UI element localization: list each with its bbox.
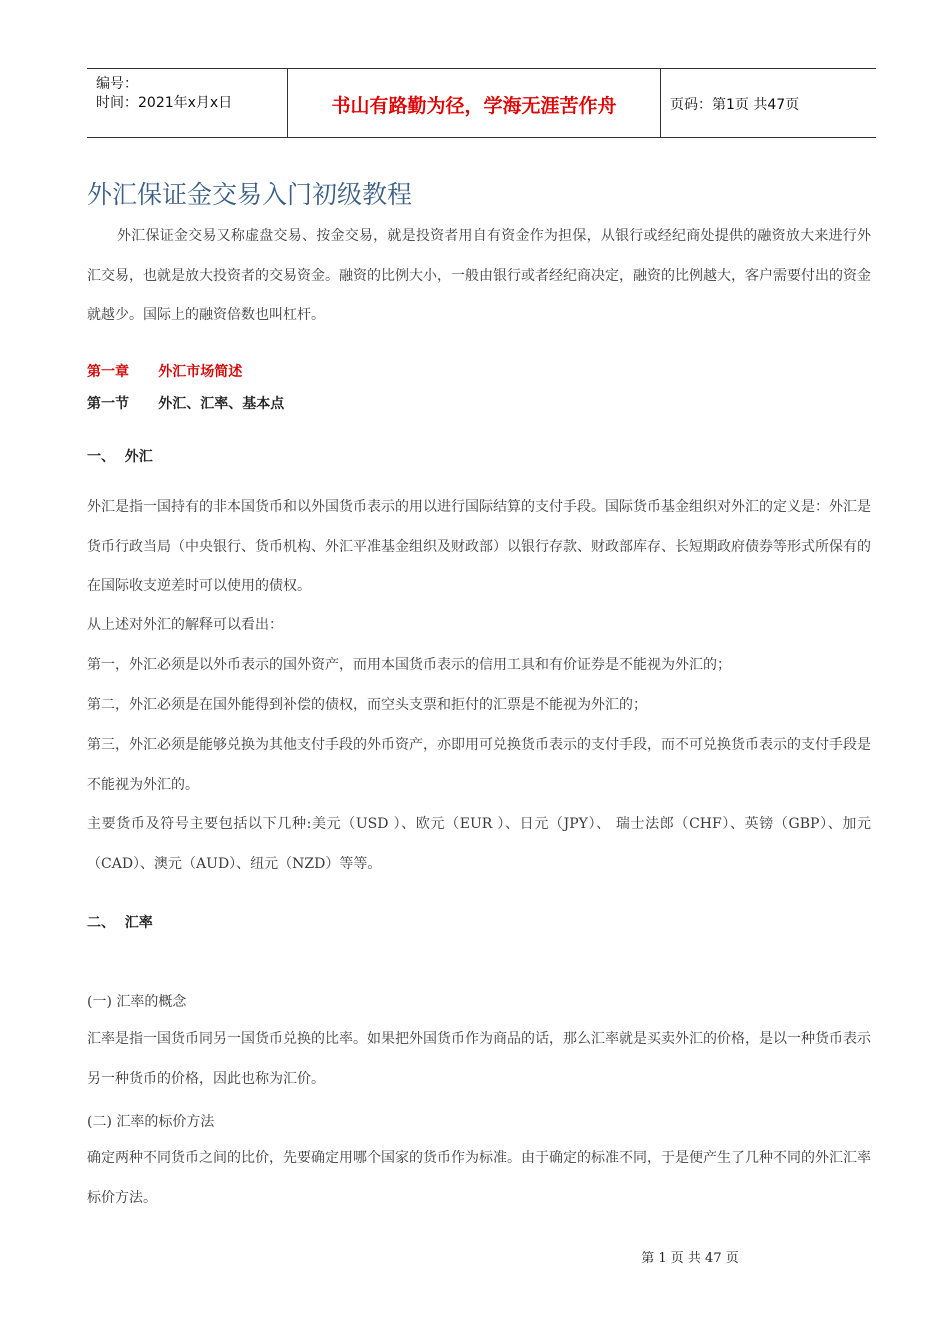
page-footer [0, 1247, 950, 1266]
concept-heading: (一) 汇率的概念 [87, 994, 187, 1010]
currencies-paragraph: 主要货币及符号主要包括以下几种:美元（USD ）、欧元（EUR ）、日元（JPY）、 瑞士法郎（CHF）、英镑（GBP）、加元（CAD）、澳元（AUD）、纽元（NZD）等等。 [87, 816, 871, 872]
time-label: 时间：2021年x月x日 [96, 95, 233, 111]
forex-third-point: 第三，外汇必须是能够兑换为其他支付手段的外币资产，亦即用可兑换货币表示的支付手段，而不可兑换货币表示的支付手段是不能视为外汇的。 [87, 737, 871, 793]
forex-first-point: 第一，外汇必须是以外币表示的国外资产，而用本国货币表示的信用工具和有价证券是不能视为外汇的； [87, 657, 731, 673]
header-meta-cell [87, 69, 288, 137]
intro-paragraph: 外汇保证金交易又称虚盘交易、按金交易，就是投资者用自有资金作为担保，从银行或经纪商处提供的融资放大来进行外汇交易，也就是放大投资者的交易资金。融资的比例大小，一般由银行或者经纪商决定，融资的比例越大，客户需要付出的资金就越少。国际上的融资倍数也叫杠杆。 [87, 228, 871, 323]
document-title: 外汇保证金交易入门初级教程 [87, 180, 413, 209]
forex-definition-paragraph: 外汇是指一国持有的非本国货币和以外国货币表示的用以进行国际结算的支付手段。国际货币基金组织对外汇的定义是：外汇是货币行政当局（中央银行、货币机构、外汇平准基金组织及财政部）以银行存款、财政部库存、长短期政府债券等形式所保有的在国际收支逆差时可以使用的债权。 [87, 499, 871, 594]
number-label: 编号： [96, 76, 138, 92]
part2-heading: 二、 汇率 [87, 915, 153, 931]
page-info: 页码：第1页 共47页 [670, 97, 800, 113]
forex-second-point: 第二，外汇必须是在国外能得到补偿的债权，而空头支票和拒付的汇票是不能视为外汇的； [87, 697, 647, 713]
forex-lead-paragraph: 从上述对外汇的解释可以看出： [87, 617, 283, 633]
concept-paragraph: 汇率是指一国货币同另一国货币兑换的比率。如果把外国货币作为商品的话，那么汇率就是买卖外汇的价格，是以一种货币表示另一种货币的价格，因此也称为汇价。 [87, 1031, 871, 1087]
part1-heading: 一、 外汇 [87, 449, 153, 465]
footer-page-number: 第 1 页 共 47 页 [641, 1251, 739, 1266]
method-paragraph: 确定两种不同货币之间的比价，先要确定用哪个国家的货币作为标准。由于确定的标准不同，于是便产生了几种不同的外汇汇率标价方法。 [87, 1150, 871, 1206]
method-heading: (二) 汇率的标价方法 [87, 1114, 215, 1130]
section-heading: 第一节 外汇、汇率、基本点 [87, 396, 285, 412]
chapter-heading: 第一章 外汇市场简述 [87, 364, 243, 380]
header-page-cell [661, 69, 876, 137]
header-motto-cell [288, 69, 661, 137]
motto: 书山有路勤为径，学海无涯苦作舟 [331, 95, 617, 117]
header-table [87, 68, 876, 138]
